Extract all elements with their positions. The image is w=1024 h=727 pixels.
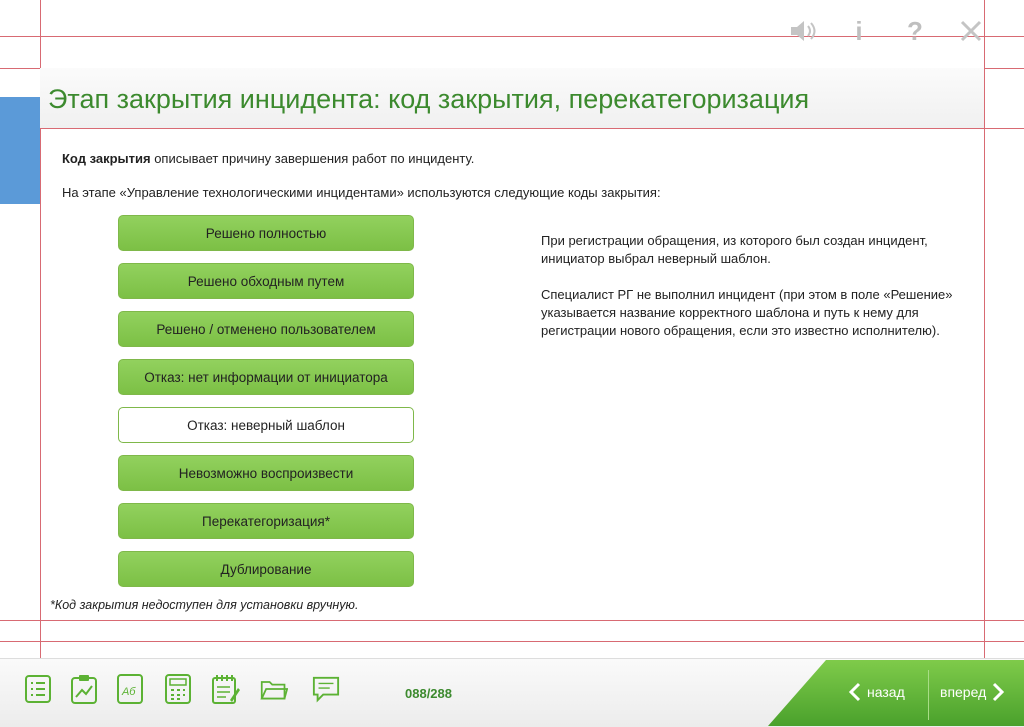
info-icon[interactable]: i	[855, 15, 863, 46]
folder-icon[interactable]	[260, 674, 288, 704]
code-button-refused-no-info[interactable]: Отказ: нет информации от инициатора	[118, 359, 414, 395]
description-paragraph: При регистрации обращения, из которого был создан инцидент, инициатор выбрал неверный шаблон.	[541, 233, 928, 266]
help-icon[interactable]: ?	[907, 15, 923, 46]
chevron-right-icon	[992, 682, 1004, 702]
glossary-glyph: Аб	[122, 686, 136, 698]
top-toolbar	[788, 16, 986, 46]
speaker-icon[interactable]	[788, 16, 818, 46]
guide-line	[0, 128, 1024, 129]
footnote: *Код закрытия недоступен для установки вручную.	[50, 598, 359, 612]
nav-divider	[928, 670, 929, 720]
intro-text	[62, 151, 474, 166]
close-icon[interactable]	[956, 16, 986, 46]
closure-code-list	[118, 215, 414, 599]
comment-icon[interactable]	[312, 674, 340, 704]
code-button-refused-wrong-template[interactable]: Отказ: неверный шаблон	[118, 407, 414, 443]
chevron-left-icon	[849, 682, 861, 702]
code-button-resolved-workaround[interactable]: Решено обходным путем	[118, 263, 414, 299]
checklist-icon[interactable]	[24, 674, 52, 704]
code-button-cannot-reproduce[interactable]: Невозможно воспроизвести	[118, 455, 414, 491]
calculator-icon[interactable]	[164, 674, 192, 704]
forward-label: вперед	[940, 684, 987, 700]
notepad-icon[interactable]	[212, 674, 240, 704]
code-description	[541, 232, 961, 358]
code-button-cancelled-by-user[interactable]: Решено / отменено пользователем	[118, 311, 414, 347]
code-button-duplicate[interactable]: Дублирование	[118, 551, 414, 587]
page-counter: 088/288	[405, 686, 452, 701]
description-paragraph: Специалист РГ не выполнил инцидент (при этом в поле «Решение» указывается название корректного шаблона и путь к нему для регистрации нового обращения, если это известно исполнителю).	[541, 287, 953, 338]
forward-button[interactable]	[940, 682, 1004, 702]
back-label: назад	[867, 684, 905, 700]
back-button[interactable]	[849, 682, 905, 702]
clipboard-chart-icon[interactable]	[70, 674, 98, 704]
guide-line	[0, 641, 1024, 642]
glossary-icon[interactable]	[117, 674, 145, 704]
guide-line	[984, 0, 985, 726]
page-title: Этап закрытия инцидента: код закрытия, перекатегоризация	[48, 84, 810, 114]
side-tab	[0, 97, 40, 204]
code-button-recategorization[interactable]: Перекатегоризация*	[118, 503, 414, 539]
intro-body: описывает причину завершения работ по инциденту.	[150, 151, 475, 166]
code-button-resolved-fully[interactable]: Решено полностью	[118, 215, 414, 251]
intro-term: Код закрытия	[62, 151, 151, 166]
guide-line	[0, 620, 1024, 621]
stage-text: На этапе «Управление технологическими инцидентами» используются следующие коды закрытия:	[62, 185, 661, 200]
